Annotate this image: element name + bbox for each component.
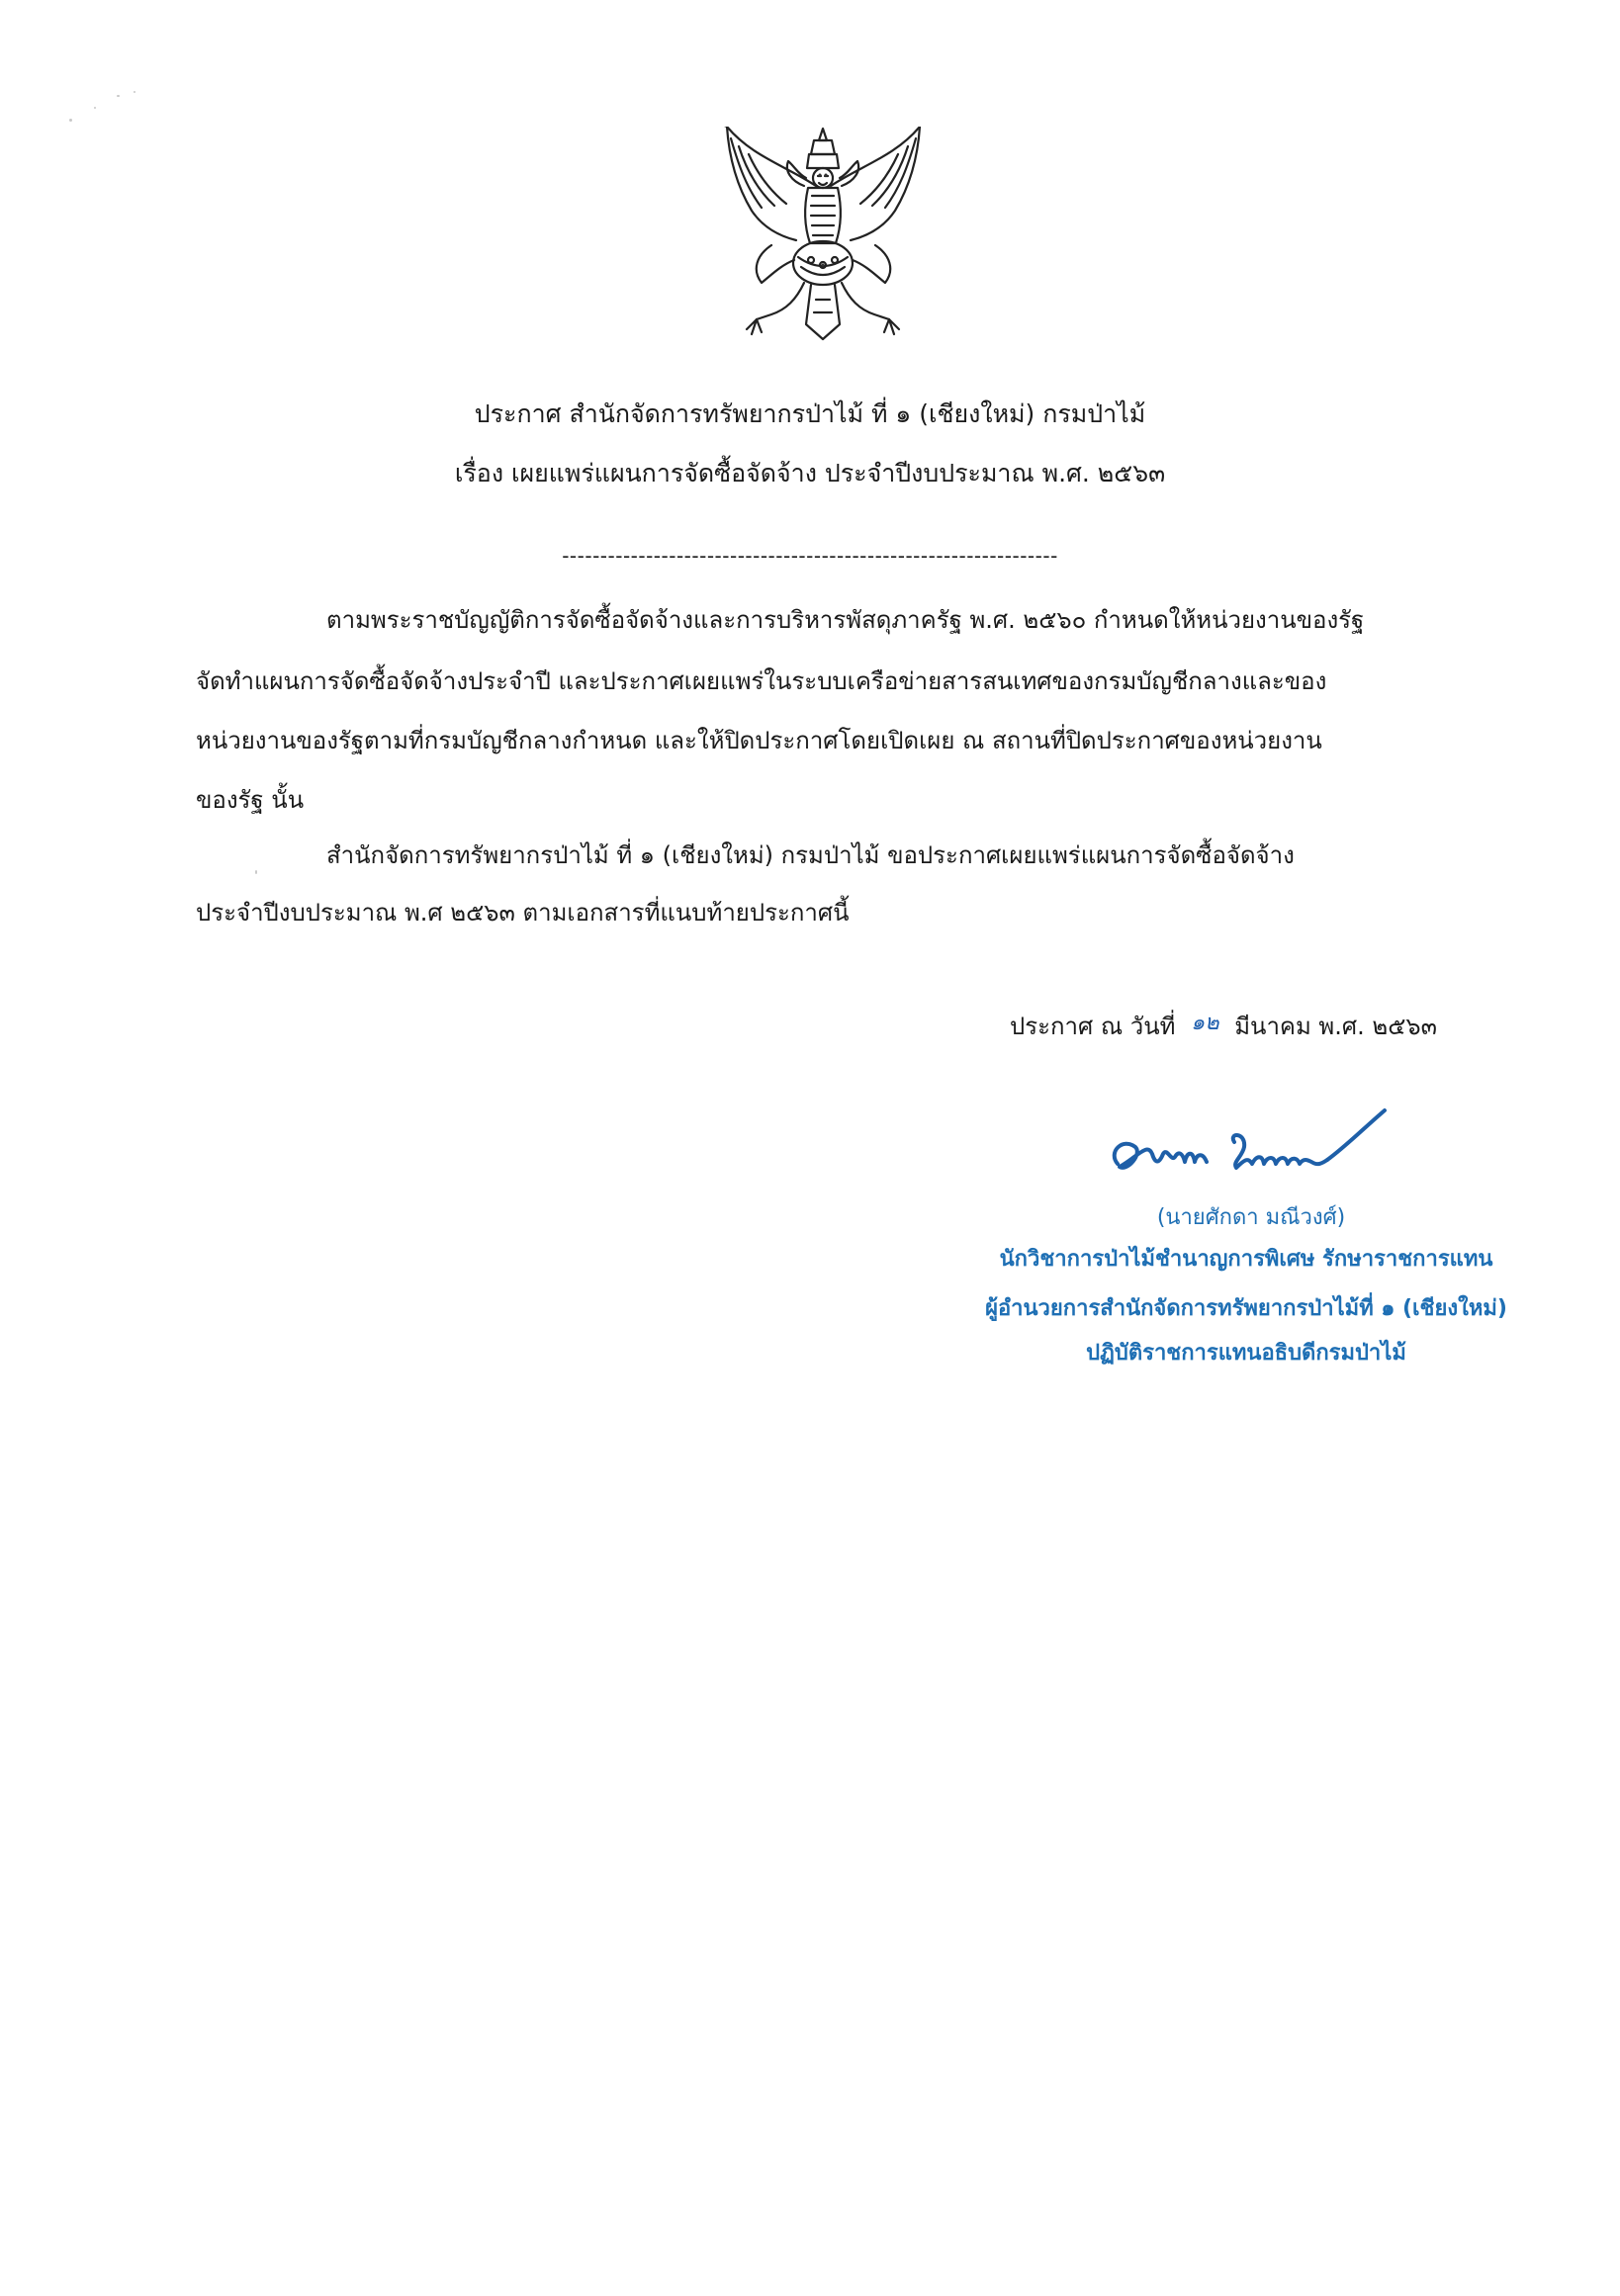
- handwritten-signature: [1098, 1103, 1414, 1192]
- announcement-subject: เรื่อง เผยแพร่แผนการจัดซื้อจัดจ้าง ประจำปีงบประมาณ พ.ศ. ๒๕๖๓: [454, 459, 1166, 487]
- announcement-date: [1010, 1009, 1437, 1041]
- paragraph1-line: จัดทำแผนการจัดซื้อจัดจ้างประจำปี และประกาศเผยแพร่ในระบบเครือข่ายสารสนเทศของกรมบัญชีกลางและของ: [196, 667, 1327, 695]
- scan-speck: [69, 119, 72, 122]
- scan-speck: [255, 870, 257, 874]
- date-month-year: มีนาคม พ.ศ. ๒๕๖๓: [1234, 1013, 1437, 1040]
- signatory-name: (นายศักดา มณีวงศ์): [1156, 1205, 1346, 1230]
- paragraph1-line: ของรัฐ นั้น: [196, 786, 305, 814]
- paragraph1-line: ตามพระราชบัญญัติการจัดซื้อจัดจ้างและการบริหารพัสดุภาครัฐ พ.ศ. ๒๕๖๐ กำหนดให้หน่วยงานของรัฐ: [326, 606, 1365, 634]
- scan-speck: [134, 91, 135, 93]
- scan-speck: [94, 107, 96, 109]
- signatory-position: ผู้อำนวยการสำนักจัดการทรัพยากรป่าไม้ที่ ๑ (เชียงใหม่): [985, 1296, 1507, 1321]
- paragraph2-line: ประจำปีงบประมาณ พ.ศ ๒๕๖๓ ตามเอกสารที่แนบท้ายประกาศนี้: [196, 899, 850, 927]
- paragraph1-line: หน่วยงานของรัฐตามที่กรมบัญชีกลางกำหนด และให้ปิดประกาศโดยเปิดเผย ณ สถานที่ปิดประกาศของหน่วยงาน: [196, 727, 1322, 754]
- scan-speck: [117, 95, 120, 97]
- date-day: ๑๒: [1191, 1011, 1219, 1035]
- garuda-emblem-icon: [717, 127, 930, 349]
- date-prefix: ประกาศ ณ วันที่: [1009, 1013, 1176, 1040]
- paragraph2-line: สำนักจัดการทรัพยากรป่าไม้ ที่ ๑ (เชียงใหม่) กรมป่าไม้ ขอประกาศเผยแพร่แผนการจัดซื้อจัดจ้าง: [326, 841, 1295, 869]
- signatory-position: ปฏิบัติราชการแทนอธิบดีกรมป่าไม้: [1086, 1341, 1406, 1366]
- signatory-position: นักวิชาการป่าไม้ชำนาญการพิเศษ รักษาราชการแทน: [999, 1247, 1493, 1272]
- announcement-title: ประกาศ สำนักจัดการทรัพยากรป่าไม้ ที่ ๑ (เชียงใหม่) กรมป่าไม้: [474, 399, 1146, 428]
- separator-line: -----------------------------------------------------------------: [562, 544, 1058, 568]
